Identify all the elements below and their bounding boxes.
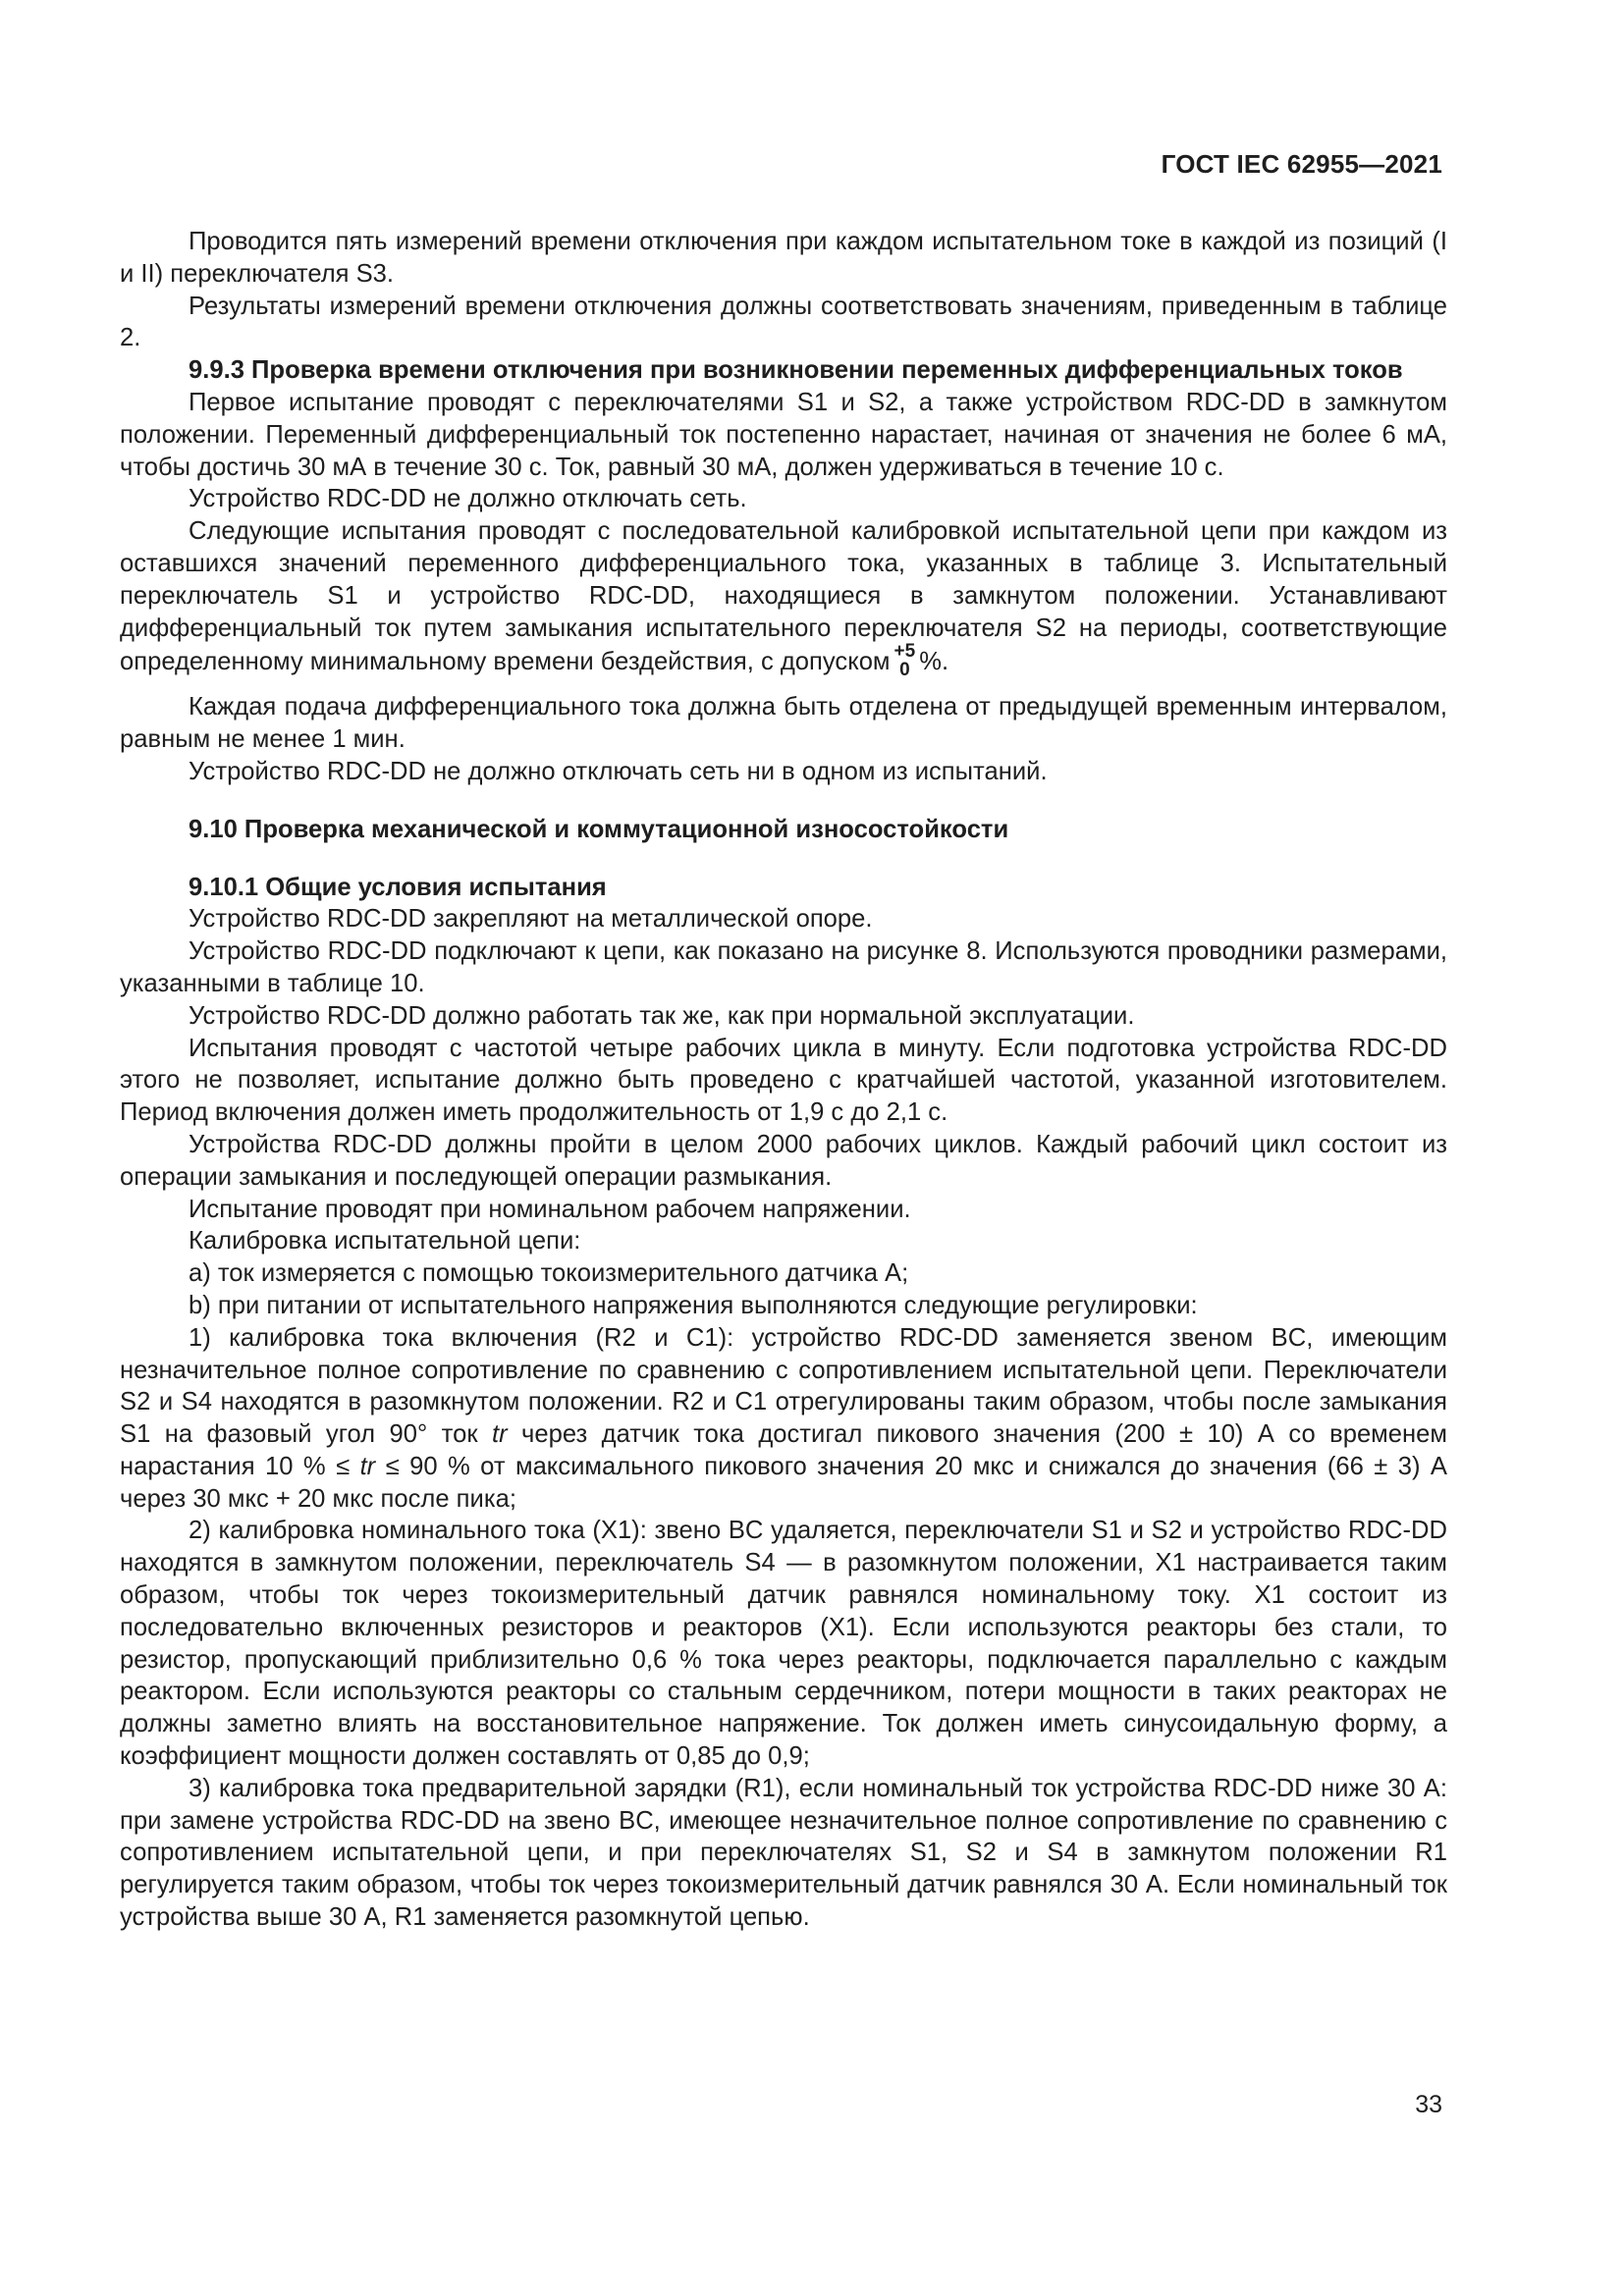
paragraph-text: Следующие испытания проводят с последовательной калибровкой испытательной цепи при каждом из оставшихся значений переменного дифференциального тока, указанных в таблице 3. Испытательный переключатель S1 и устройство RDC-DD, находящиеся в замкнутом положении. Устанавливают дифференциальный ток путем замыкания испытательного переключателя S2 на периоды, соответствующие определенному минимальному времени бездействия, с допуском: [120, 517, 1447, 676]
section-heading-9-9-3: 9.9.3 Проверка времени отключения при возникновении переменных дифференциальных токов: [189, 356, 1403, 385]
symbol-tr: tr: [491, 1420, 508, 1449]
paragraph: Устройство RDC-DD не должно отключать сеть ни в одном из испытаний.: [189, 757, 1048, 785]
tolerance-lower: 0: [899, 660, 910, 681]
paragraph: Испытание проводят при номинальном рабочем напряжении.: [189, 1195, 911, 1223]
paragraph: Устройство RDC-DD не должно отключать сеть.: [189, 485, 747, 513]
paragraph: Устройство RDC-DD закрепляют на металлической опоре.: [189, 905, 873, 934]
paragraph-text: ≤ 90 % от максимального пикового значения 20 мкс и снижался до значения (66 ± 3) А через 30 мкс + 20 мкс после пика;: [120, 1452, 1447, 1513]
paragraph: Испытания проводят с частотой четыре рабочих цикла в минуту. Если подготовка устройства RDC-DD этого не позволяет, испытание должно быть проведено с кратчайшей частотой, указанной изготовителем. Период включения должен иметь продолжительность от 1,9 с до 2,1 с.: [120, 1034, 1447, 1127]
paragraph: Устройство RDC-DD должно работать так же, как при нормальной эксплуатации.: [189, 1001, 1135, 1030]
list-item-2: 2) калибровка номинального тока (X1): звено BC удаляется, переключатели S1 и S2 и устройство RDC-DD находятся в замкнутом положении, переключатель S4 — в разомкнутом положении, X1 настраивается таким образом, чтобы ток через токоизмерительный датчик равнялся номинальному току. X1 состоит из последовательно включенных резисторов и реакторов (X1). Если используются реакторы без стали, то резистор, пропускающий приблизительно 0,6 % тока через реакторы, подключается параллельно с каждым реактором. Если используются реакторы со стальным сердечником, потери мощности в таких реакторах не должны заметно влиять на восстановительное напряжение. Ток должен иметь синусоидальную форму, а коэффициент мощности должен составлять от 0,85 до 0,9;: [120, 1517, 1447, 1771]
paragraph: Результаты измерений времени отключения должны соответствовать значениям, приведенным в таблице 2.: [120, 292, 1447, 352]
list-item-b: b) при питании от испытательного напряжения выполняются следующие регулировки:: [189, 1291, 1198, 1319]
document-header: ГОСТ IEC 62955—2021: [1161, 149, 1442, 179]
paragraph-text: через датчик тока достигал пикового значения (200 ± 10) А со временем нарастания 10 % ≤: [120, 1420, 1447, 1480]
tolerance-upper: +5: [893, 641, 916, 663]
section-heading-9-10: 9.10 Проверка механической и коммутационной износостойкости: [189, 815, 1009, 843]
paragraph: Устройства RDC-DD должны пройти в целом 2000 рабочих циклов. Каждый рабочий цикл состоит из операции замыкания и последующей операции размыкания.: [120, 1130, 1447, 1191]
section-heading-9-10-1: 9.10.1 Общие условия испытания: [189, 873, 607, 901]
document-body: [120, 226, 1447, 1934]
page-number: 33: [1415, 2091, 1442, 2118]
paragraph: Каждая подача дифференциального тока должна быть отделена от предыдущей временным интервалом, равным не менее 1 мин.: [120, 693, 1447, 754]
paragraph: Устройство RDC-DD подключают к цепи, как показано на рисунке 8. Используются проводники размерами, указанными в таблице 10.: [120, 937, 1447, 997]
paragraph: Проводится пять измерений времени отключения при каждом испытательном токе в каждой из позиций (I и II) переключателя S3.: [120, 228, 1447, 288]
paragraph: Калибровка испытательной цепи:: [189, 1227, 581, 1255]
paragraph-text: 1) калибровка тока включения (R2 и C1): устройство RDC-DD заменяется звеном BC, имеющим незначительное полное сопротивление по сравнению с сопротивлением испытательной цепи. Переключатели S2 и S4 находятся в разомкнутом положении. R2 и C1 отрегулированы таким образом, чтобы после замыкания S1 на фазовый угол 90° ток: [120, 1323, 1447, 1449]
list-item-1: [120, 1322, 1447, 1516]
symbol-tr: tr: [359, 1452, 376, 1480]
paragraph-with-tolerance: [120, 515, 1447, 681]
paragraph-text-end: %.: [919, 648, 949, 676]
paragraph: Первое испытание проводят с переключателями S1 и S2, а также устройством RDC-DD в замкнутом положении. Переменный дифференциальный ток постепенно нарастает, начиная от значения не более 6 мА, чтобы достичь 30 мА в течение 30 с. Ток, равный 30 мА, должен удерживаться в течение 10 с.: [120, 388, 1447, 481]
list-item-a: a) ток измеряется с помощью токоизмерительного датчика A;: [189, 1259, 909, 1288]
tolerance-fraction: [894, 642, 916, 679]
list-item-3: 3) калибровка тока предварительной зарядки (R1), если номинальный ток устройства RDC-DD ниже 30 А: при замене устройства RDC-DD на звено BC, имеющее незначительное полное сопротивление по сравнению с сопротивлением испытательной цепи, и при переключателях S1, S2 и S4 в замкнутом положении R1 регулируется таким образом, чтобы ток через токоизмерительный датчик равнялся 30 А. Если номинальный ток устройства выше 30 А, R1 заменяется разомкнутой цепью.: [120, 1774, 1447, 1932]
